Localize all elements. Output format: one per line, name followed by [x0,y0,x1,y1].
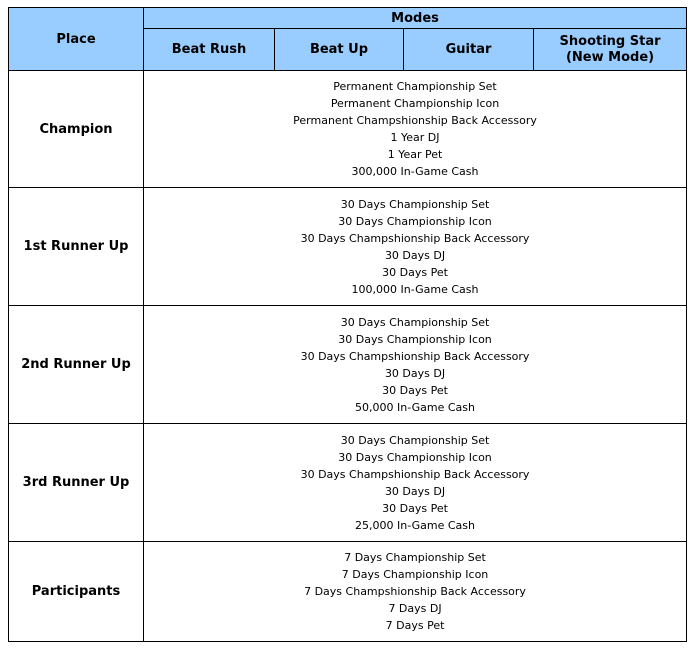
reward-item: 30 Days Champshionship Back Accessory [300,349,530,363]
reward-item: 100,000 In-Game Cash [351,282,479,296]
rewards-cell [144,424,687,542]
table-row-3rd-runner-up [9,424,687,542]
reward-item: 50,000 In-Game Cash [355,400,475,414]
table-row-1st-runner-up [9,188,687,306]
reward-item: 7 Days Championship Icon [341,568,489,581]
place-cell: Participants [9,542,144,642]
reward-item: 30 Days Championship Set [340,433,490,447]
reward-item: 30 Days DJ [384,366,446,380]
mode-header-guitar: Guitar [404,29,534,71]
mode-header-shooting-star [534,29,687,71]
reward-item: 1 Year Pet [387,148,443,161]
reward-item: 7 Days Championship Set [344,551,486,564]
reward-item: 30 Days Championship Set [340,197,490,211]
reward-item: 30 Days Championship Set [340,315,490,329]
modes-header: Modes [144,8,687,29]
shooting-star-label: Shooting Star (New Mode) [559,33,661,65]
reward-item: 30 Days Champshionship Back Accessory [300,467,530,481]
place-cell: 2nd Runner Up [9,306,144,424]
place-cell: 3rd Runner Up [9,424,144,542]
place-cell: Champion [9,71,144,188]
reward-item: Permanent Champshionship Back Accessory [293,114,537,127]
reward-item: 30 Days Championship Icon [338,214,492,228]
reward-item: 30 Days Championship Icon [338,450,492,464]
reward-item: 30 Days Pet [382,383,448,397]
reward-item: 30 Days DJ [384,484,446,498]
place-header: Place [9,8,144,71]
header-row-modes [9,8,687,29]
reward-item: 300,000 In-Game Cash [351,165,479,178]
rewards-table [8,7,687,642]
reward-item: 30 Days DJ [384,248,446,262]
rewards-cell [144,188,687,306]
reward-item: 25,000 In-Game Cash [355,518,475,532]
rewards-cell [144,542,687,642]
table-row-champion [9,71,687,188]
reward-item: 1 Year DJ [390,131,440,144]
mode-header-beat-rush: Beat Rush [144,29,275,71]
reward-item: 30 Days Pet [382,501,448,515]
reward-item: 30 Days Championship Icon [338,332,492,346]
rewards-cell [144,71,687,188]
reward-item: 30 Days Champshionship Back Accessory [300,231,530,245]
place-cell: 1st Runner Up [9,188,144,306]
reward-item: 7 Days Champshionship Back Accessory [304,585,526,598]
mode-header-beat-up: Beat Up [275,29,404,71]
reward-item: 7 Days DJ [388,602,442,615]
reward-item: Permanent Championship Set [333,80,497,93]
rewards-cell [144,306,687,424]
table-row-2nd-runner-up [9,306,687,424]
reward-item: 7 Days Pet [385,619,445,632]
table-row-participants [9,542,687,642]
reward-item: 30 Days Pet [382,265,448,279]
reward-item: Permanent Championship Icon [330,97,500,110]
